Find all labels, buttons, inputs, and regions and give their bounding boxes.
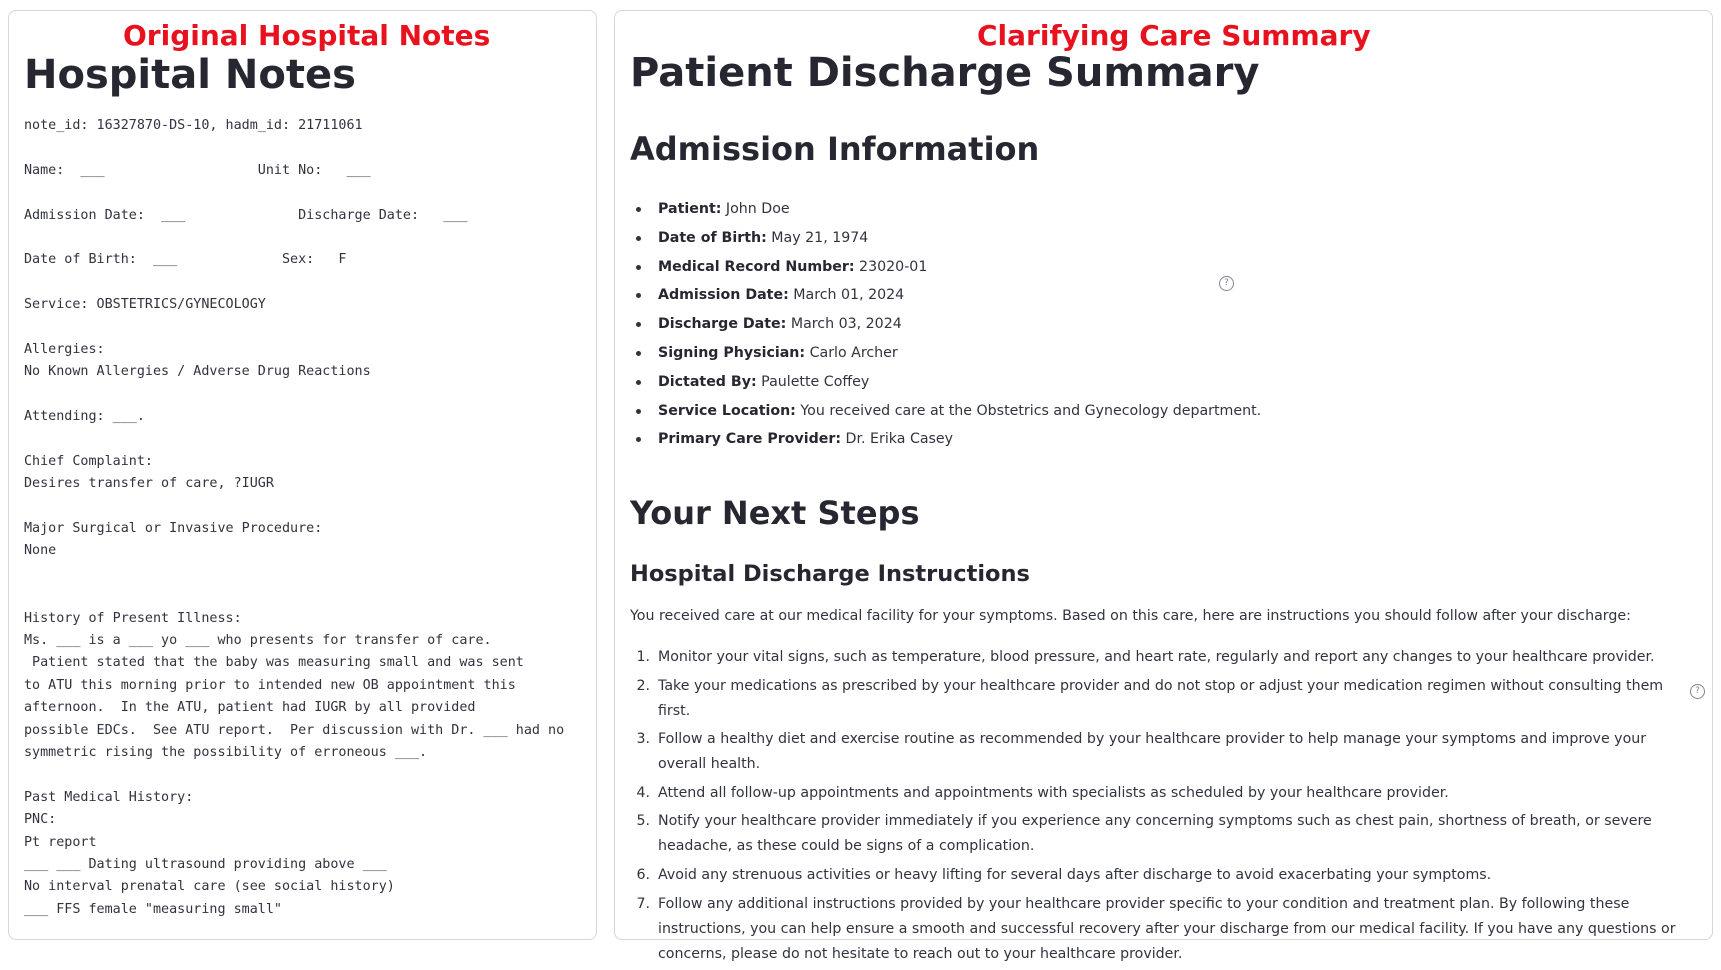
admission-item-label: Dictated By: [658, 373, 757, 390]
notes-line: ___ ___ Dating ultrasound providing above ___ [24, 856, 387, 872]
notes-line: Service: OBSTETRICS/GYNECOLOGY [24, 297, 266, 313]
admission-item [658, 224, 1261, 253]
admission-item-value: John Doe [721, 201, 790, 217]
notes-line: Patient stated that the baby was measuring small and was sent [24, 655, 524, 671]
admission-item-value: March 01, 2024 [788, 287, 905, 304]
notes-line: symmetric rising the possibility of erroneous ___. [24, 744, 428, 760]
admission-item-value: You received care at the Obstetrics and Gynecology department. [795, 402, 1262, 419]
admission-item-label: Primary Care Provider: [658, 431, 842, 448]
discharge-instructions-heading: Hospital Discharge Instructions [630, 561, 1030, 587]
admission-item [658, 425, 1261, 454]
instruction-step: Avoid any strenuous activities or heavy lifting for several days after discharge to avoid exacerbating your symptoms. [658, 866, 1492, 883]
notes-line: Name: ___ Unit No: ___ [24, 162, 371, 178]
notes-line [24, 496, 594, 518]
admission-item-value: Dr. Erika Casey [841, 431, 954, 448]
instruction-step: Follow a healthy diet and exercise routine as recommended by your healthcare provider to help manage your symptoms and improve your overall health. [658, 731, 1647, 773]
notes-line: None [24, 543, 57, 559]
admission-item [658, 368, 1261, 397]
admission-item-value: Carlo Archer [805, 344, 898, 361]
admission-item-label: Signing Physician: [658, 344, 806, 361]
notes-line: Desires transfer of care, ?IUGR [24, 476, 274, 492]
notes-line: Attending: ___. [24, 409, 145, 425]
notes-line [24, 428, 594, 450]
admission-item-label: Service Location: [658, 402, 796, 419]
notes-line [24, 227, 594, 249]
discharge-instructions-list [630, 645, 1698, 970]
notes-line: possible EDCs. See ATU report. Per discussion with Dr. ___ had no [24, 722, 565, 738]
help-icon[interactable]: ? [1690, 684, 1705, 699]
instruction-step: Monitor your vital signs, such as temperature, blood pressure, and heart rate, regularly and report any changes to your healthcare provider. [658, 649, 1655, 665]
admission-item-label: Medical Record Number: [658, 258, 855, 275]
admission-item [658, 310, 1261, 339]
notes-line: No Known Allergies / Adverse Drug Reactions [24, 364, 371, 380]
instructions-intro: You received care at our medical facility for your symptoms. Based on this care, here are instructions you should follow after your discharge: [630, 608, 1631, 624]
notes-line: History of Present Illness: [24, 610, 242, 626]
admission-item-label: Date of Birth: [658, 229, 767, 246]
notes-line: Chief Complaint: [24, 453, 153, 469]
notes-line [24, 563, 594, 585]
admission-item-label: Discharge Date: [658, 316, 787, 333]
next-steps-heading: Your Next Steps [630, 494, 920, 532]
notes-line: Ms. ___ is a ___ yo ___ who presents for transfer of care. [24, 632, 492, 648]
notes-line: No interval prenatal care (see social history) [24, 879, 395, 895]
instruction-step: Take your medications as prescribed by your healthcare provider and do not stop or adjust your medication regimen without consulting them first. [658, 677, 1664, 719]
notes-line: note_id: 16327870-DS-10, hadm_id: 21711061 [24, 118, 363, 133]
notes-line [24, 182, 594, 204]
notes-line [24, 272, 594, 294]
original-notes-banner: Original Hospital Notes [123, 19, 491, 52]
admission-item [658, 281, 1261, 310]
discharge-summary-title: Patient Discharge Summary [630, 50, 1260, 96]
notes-line [24, 384, 594, 406]
notes-line: Allergies: [24, 341, 105, 357]
original-notes-panel [8, 10, 597, 940]
instruction-step: Notify your healthcare provider immediately if you experience any concerning symptoms such as chest pain, shortness of breath, or severe headache, as these could be signs of a complication. [658, 813, 1652, 855]
admission-item-value: March 03, 2024 [786, 316, 902, 333]
admission-item-value: May 21, 1974 [766, 229, 869, 246]
admission-item-label: Patient: [658, 201, 722, 217]
notes-line [24, 317, 594, 339]
hospital-notes-text [24, 115, 594, 921]
care-summary-panel [614, 10, 1713, 962]
instruction-step: Attend all follow-up appointments and appointments with specialists as scheduled by your healthcare provider. [658, 784, 1449, 801]
notes-line [24, 764, 594, 786]
admission-item-value: Paulette Coffey [756, 373, 870, 390]
admission-information-heading: Admission Information [630, 130, 1040, 168]
admission-item [658, 195, 1261, 224]
notes-line: to ATU this morning prior to intended new OB appointment this [24, 677, 516, 693]
notes-line: Date of Birth: ___ Sex: F [24, 252, 347, 268]
admission-item-value: 23020-01 [854, 258, 928, 275]
admission-information-list [630, 195, 1261, 454]
instruction-step: Follow any additional instructions provided by your healthcare provider specific to your condition and treatment plan. By following these instructions, you can help ensure a smooth and successful recovery after your discharge from our medical facility. If you have any questions or concerns, please do not hesitate to reach out to your healthcare provider. [658, 895, 1676, 962]
notes-line [24, 585, 594, 607]
hospital-notes-title: Hospital Notes [24, 52, 356, 98]
care-summary-banner: Clarifying Care Summary [977, 19, 1371, 52]
admission-item [658, 253, 1261, 282]
notes-line: afternoon. In the ATU, patient had IUGR by all provided [24, 700, 476, 716]
notes-line [24, 137, 594, 159]
notes-line: Pt report [24, 834, 97, 850]
help-icon[interactable]: ? [1219, 276, 1234, 291]
notes-line: PNC: [24, 812, 57, 828]
admission-item [658, 397, 1261, 426]
admission-item [658, 339, 1261, 368]
notes-line: Admission Date: ___ Discharge Date: ___ [24, 207, 468, 223]
notes-line: Major Surgical or Invasive Procedure: [24, 521, 323, 537]
notes-line: Past Medical History: [24, 789, 194, 805]
admission-item-label: Admission Date: [658, 287, 789, 304]
notes-line: ___ FFS female "measuring small" [24, 901, 282, 917]
